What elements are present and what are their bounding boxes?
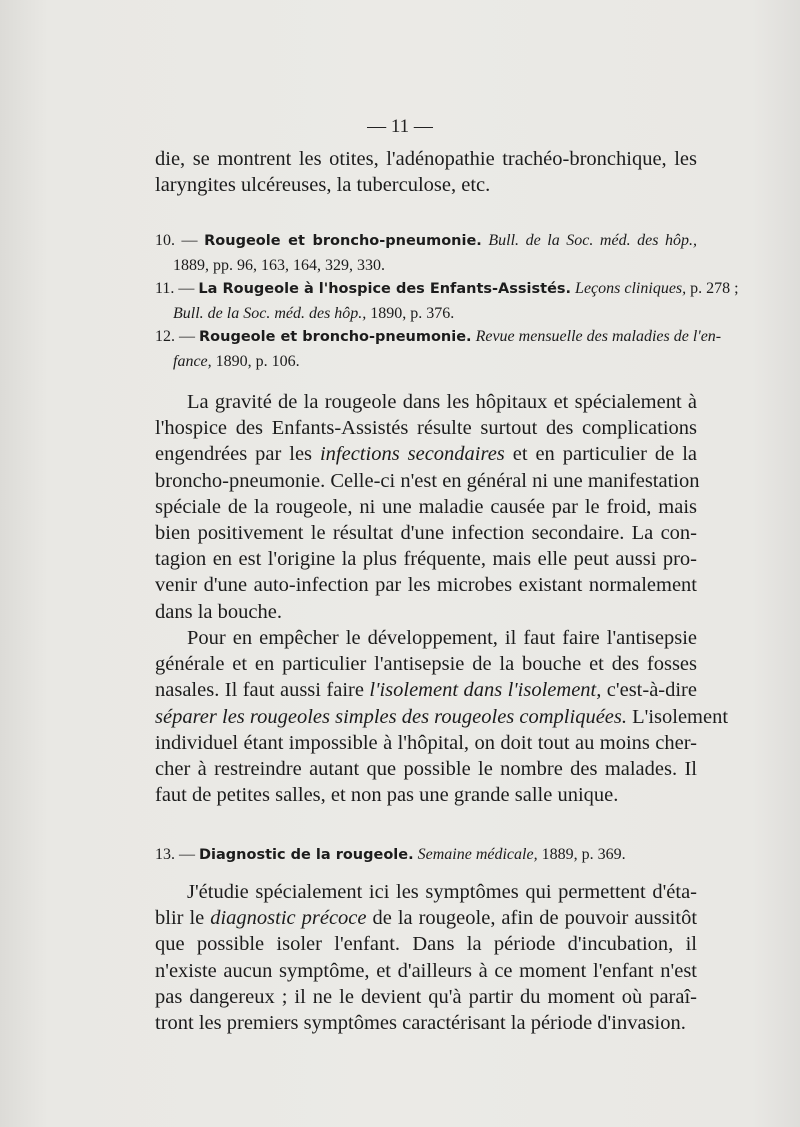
text-line: faut de petites salles, et non pas une grande salle unique. [155,784,619,807]
footnote-13 [155,843,697,868]
note-11-line: Bull. de la Soc. méd. des hôp., 1890, p. 376. [173,304,455,322]
text-line: l'hospice des Enfants-Assistés résulte surtout des complications [155,417,697,440]
text-line: que possible isoler l'enfant. Dans la période d'incubation, il [155,933,697,956]
text-line: tagion en est l'origine la plus fréquente, mais elle peut aussi pro- [155,548,697,571]
text-line: dans la bouche. [155,600,282,623]
paragraph-gravity [155,389,700,625]
text-line: nasales. Il faut aussi faire l'isolement dans l'isolement, c'est-à-dire [155,679,697,702]
page-number: — 11 — [367,116,433,137]
text-line: générale et en particulier l'antisepsie de la bouche et des fosses [155,653,697,676]
note-11-line: 11. — La Rougeole à l'hospice des Enfants-Assistés. Leçons cliniques, p. 278 ; [155,280,739,297]
paragraph-top [155,146,697,198]
note-10-line: 1889, pp. 96, 163, 164, 329, 330. [173,256,385,274]
text-line: n'existe aucun symptôme, et d'ailleurs à ce moment l'enfant n'est [155,959,697,982]
text-line: engendrées par les infections secondaires et en particulier de la [155,443,697,466]
text-line: Pour en empêcher le développement, il faut faire l'antisepsie [187,627,697,649]
text-line: blir le diagnostic précoce de la rougeole, afin de pouvoir aussitôt [155,907,698,930]
text-line: spéciale de la rougeole, ni une maladie causée par le froid, mais [155,495,697,518]
note-12-line: fance, 1890, p. 106. [173,352,300,370]
note-12-line: 12. — Rougeole et broncho-pneumonie. Revue mensuelle des maladies de l'en- [155,328,722,345]
text-line: individuel étant impossible à l'hôpital, on doit tout au moins cher- [155,731,697,754]
text-line: broncho-pneumonie. Celle-ci n'est en général ni une manifestation [155,469,700,492]
note-13-line: 13. — Diagnostic de la rougeole. Semaine médicale, 1889, p. 369. [155,846,626,863]
text-line: La gravité de la rougeole dans les hôpitaux et spécialement à [187,391,697,413]
text-line: laryngites ulcéreuses, la tuberculose, etc. [155,174,491,197]
paragraph-diagnosis [155,879,697,1036]
text-line: bien positivement le résultat d'une infection secondaire. La con- [155,522,697,545]
text-line: venir d'une auto-infection par les microbes existant normalement [155,574,697,597]
text-line: pas dangereux ; il ne le devient qu'à partir du moment où paraî- [155,985,697,1008]
text-line: cher à restreindre autant que possible le nombre des malades. Il [155,758,697,781]
text-line: die, se montrent les otites, l'adénopathie trachéo-bronchique, les [155,148,697,170]
note-10-line: 10. — Rougeole et broncho-pneumonie. Bull. de la Soc. méd. des hôp., [155,232,698,249]
footnotes-10-12 [155,229,739,373]
paragraph-prevention [155,625,729,808]
text-line: J'étudie spécialement ici les symptômes qui permettent d'éta- [187,881,697,903]
text-line: séparer les rougeoles simples des rougeoles compliquées. L'isolement [155,705,729,728]
text-line: tront les premiers symptômes caractérisant la période d'invasion. [155,1012,686,1035]
